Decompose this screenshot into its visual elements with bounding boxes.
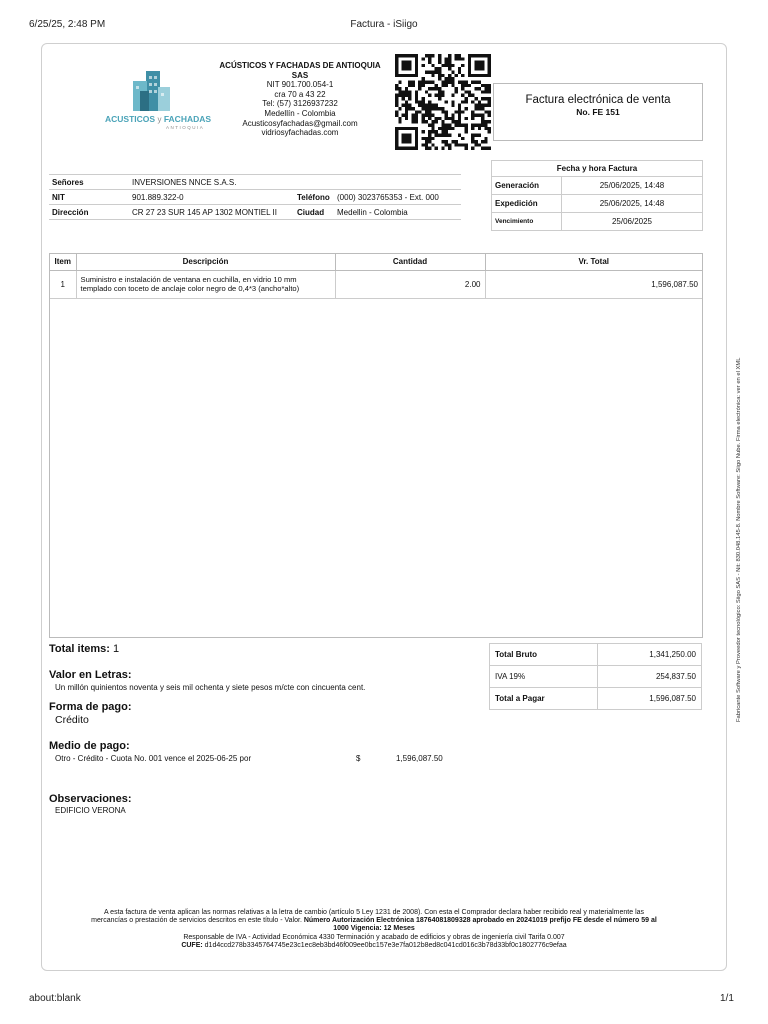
items-section [49, 253, 703, 638]
row-description: Suministro e instalación de ventana en cuchilla, en vidrio 10 mm templado con toceto de anclaje color negro de 0,4*3 (ancho*alto) [76, 270, 335, 298]
col-total: Vr. Total [485, 254, 702, 270]
expedition-date: 25/06/2025, 14:48 [562, 195, 703, 213]
payment-amount: 1,596,087.50 [396, 754, 443, 763]
company-name-suffix: SAS [291, 70, 309, 80]
customer-name: INVERSIONES NNCE S.A.S. [129, 175, 461, 190]
observations-label: Observaciones: [49, 793, 132, 805]
col-item: Item [50, 254, 76, 270]
observations: EDIFICIO VERONA [55, 806, 126, 815]
logo-subtitle: ANTIOQUIA [166, 125, 205, 130]
payment-currency: $ [356, 754, 361, 763]
col-description: Descripción [76, 254, 335, 270]
payment-form: Crédito [55, 714, 89, 726]
due-date: 25/06/2025 [562, 213, 703, 231]
due-label: Vencimiento [492, 213, 562, 231]
payment-method-label: Medio de pago: [49, 740, 130, 752]
vat-label: IVA 19% [490, 666, 598, 688]
row-quantity: 2.00 [335, 270, 485, 298]
customer-nit: 901.889.322-0 [129, 190, 294, 205]
invoice-number: No. FE 151 [576, 107, 620, 117]
customer-address: CR 27 23 SUR 145 AP 1302 MONTIEL II [129, 205, 294, 220]
company-address: cra 70 a 43 22 [274, 89, 326, 99]
company-name: ACÚSTICOS Y FACHADAS DE ANTIOQUIA [219, 61, 381, 70]
legal-footer: A esta factura de venta aplican las normas relativas a la letra de cambio (artículo 5 Ley 1231 de 2008). Con esta el Comprador declara haber recibido real y materialmente las mercancías o prestación de servicios descritos en este título - Valor. Número Autorización Electrónica 18764081809328 aprobado en 20241019 prefijo FE desde el número 59 al 1000 Vigencia: 12 Meses Responsable de IVA - Actividad Económica 4330 Terminación y acabado de edificios y obras de ingeniería civil Tarifa 0.007 CUFE: d1d4ccd278b3345764745e23c1ec8eb3bd46f009ee0bc157e3e7fa012b8ed8c041cd016c3b78d33bf0c1802776c9efaa [91, 909, 657, 949]
row-total: 1,596,087.50 [485, 270, 702, 298]
customer-table [49, 174, 461, 220]
generation-label: Generación [492, 177, 562, 195]
invoice-title-box [493, 83, 703, 141]
amount-due-label: Total a Pagar [490, 688, 598, 710]
customer-phone: (000) 3023765353 - Ext. 000 [334, 190, 461, 205]
generation-date: 25/06/2025, 14:48 [562, 177, 703, 195]
amount-words-label: Valor en Letras: [49, 669, 132, 681]
invoice-dates-table [491, 160, 703, 231]
logo-wordmark: ACUSTICOS y FACHADAS [105, 114, 212, 124]
gross-total-label: Total Bruto [490, 644, 598, 666]
customer-city: Medellin - Colombia [334, 205, 461, 220]
customer-city-label: Ciudad [294, 205, 334, 220]
payment-form-label: Forma de pago: [49, 701, 132, 713]
company-info [210, 61, 390, 138]
company-phone: Tel: (57) 3126937232 [262, 99, 338, 109]
amount-words: Un millón quinientos noventa y seis mil ochenta y siete pesos m/cte con cincuenta cent. [55, 683, 366, 692]
gross-total: 1,341,250.00 [598, 644, 702, 666]
company-nit: NIT 901.700.054-1 [266, 80, 334, 90]
table-row [50, 270, 702, 298]
expedition-label: Expedición [492, 195, 562, 213]
amount-due: 1,596,087.50 [598, 688, 702, 710]
software-vendor-note: Fabricante Software y Proveedor tecnológico: Siigo SAS - Nit: 830.048.145-8. Nombre Software: Siigo Nube. Firma electrónica: ver en el XML [736, 357, 742, 722]
company-email: Acusticosyfachadas@gmail.com [242, 118, 358, 128]
customer-address-label: Dirección [49, 205, 129, 220]
customer-name-label: Señores [49, 175, 129, 190]
print-datetime: 6/25/25, 2:48 PM [29, 19, 106, 30]
col-quantity: Cantidad [335, 254, 485, 270]
dates-header: Fecha y hora Factura [492, 161, 703, 177]
invoice-type: Factura electrónica de venta [525, 94, 671, 106]
company-web: vidriosyfachadas.com [261, 128, 339, 138]
customer-nit-label: NIT [49, 190, 129, 205]
payment-method: Otro - Crédito - Cuota No. 001 vence el 2025-06-25 por [55, 754, 252, 763]
qr-code-icon [395, 54, 491, 150]
row-item: 1 [50, 270, 76, 298]
customer-phone-label: Teléfono [294, 190, 334, 205]
company-logo [100, 67, 215, 137]
print-url: about:blank [29, 993, 81, 1004]
print-page-number: 1/1 [720, 993, 734, 1004]
totals-table [489, 643, 702, 710]
vat-amount: 254,837.50 [598, 666, 702, 688]
company-city: Medellín - Colombia [264, 108, 336, 118]
total-items: Total items: 1 [49, 643, 120, 655]
items-table [50, 254, 702, 299]
